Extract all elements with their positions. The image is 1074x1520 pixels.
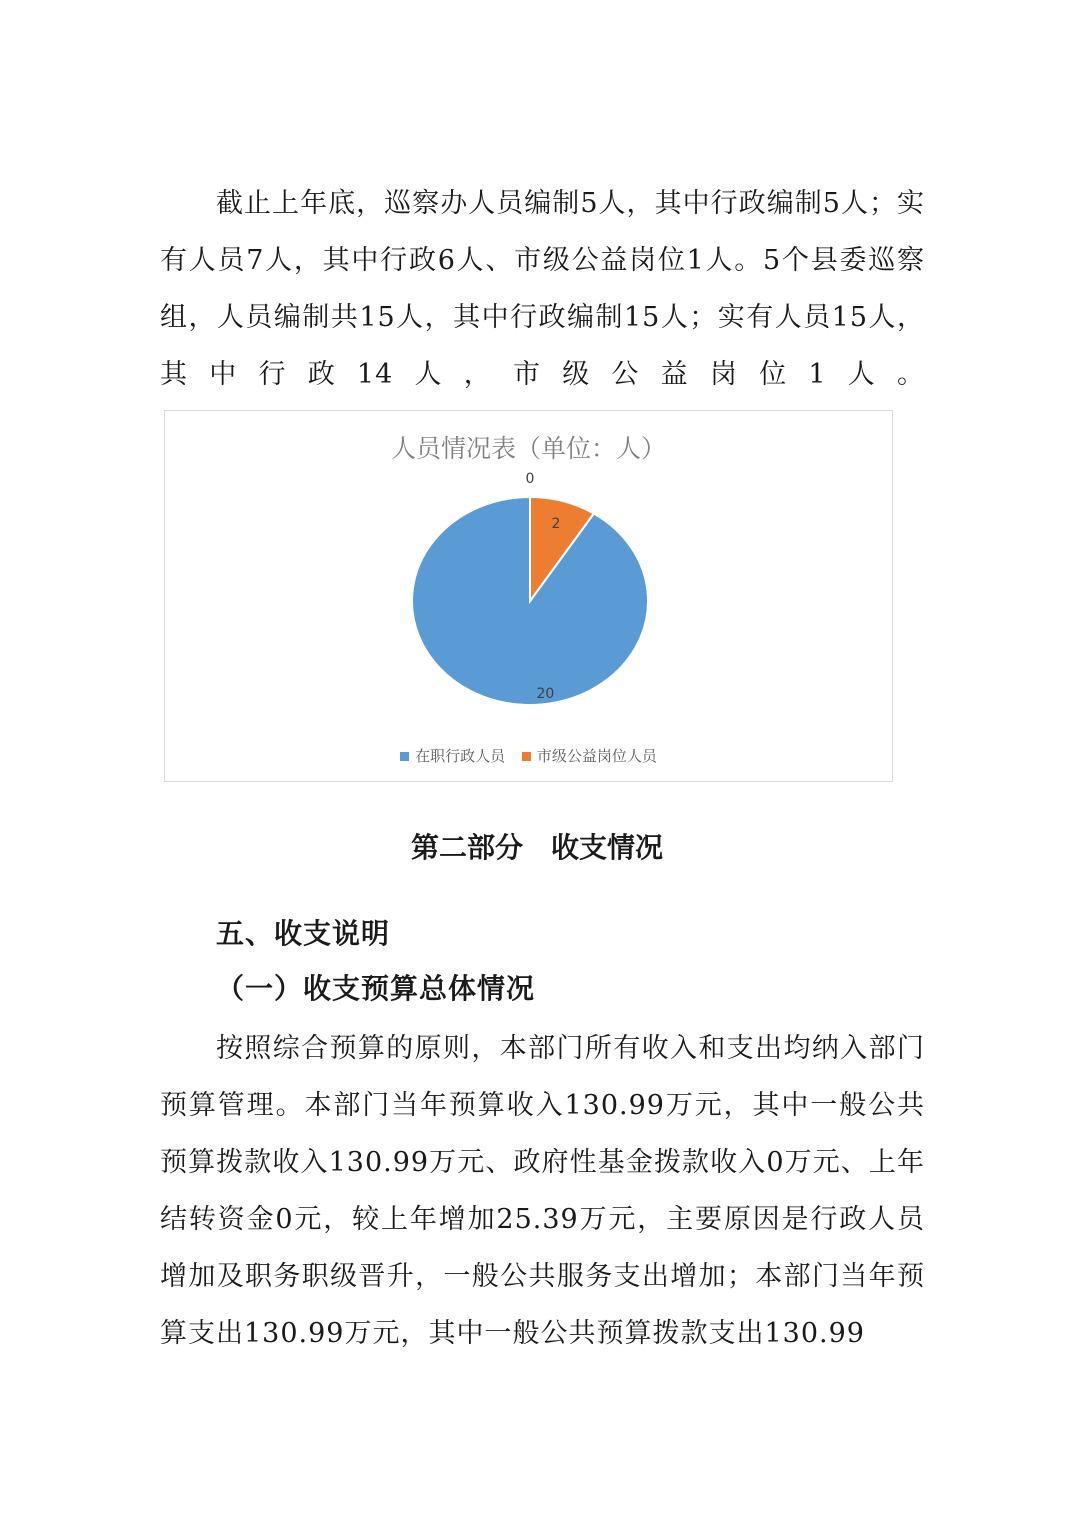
legend-label-welfare: 市级公益岗位人员: [536, 747, 657, 765]
subsection-heading: （一）收支预算总体情况: [216, 972, 536, 1005]
legend-swatch-welfare: [522, 752, 531, 761]
legend-item-welfare: [522, 745, 657, 766]
chart-legend: [165, 745, 892, 766]
legend-swatch-admin: [400, 752, 409, 761]
legend-item-admin: [400, 745, 505, 766]
section-heading: 五、收支说明: [216, 917, 391, 950]
chart-title: 人员情况表（单位：人）: [390, 434, 666, 463]
data-label-admin: 20: [536, 685, 555, 702]
staffing-paragraph: 截止上年底，巡察办人员编制5人，其中行政编制5人；实有人员7人，其中行政6人、市级公益岗位1人。5个县委巡察组，人员编制共15人，其中行政编制15人；实有人员15人，其中行政14人，市级公益岗位1人。: [160, 188, 925, 390]
pie-svg: [165, 411, 894, 783]
budget-paragraph: 按照综合预算的原则，本部门所有收入和支出均纳入部门预算管理。本部门当年预算收入130.99万元，其中一般公共预算拨款收入130.99万元、政府性基金拨款收入0万元、上年结转资金0元，较上年增加25.39万元，主要原因是行政人员增加及职务职级晋升，一般公共服务支出增加；本部门当年预算支出130.99万元，其中一般公共预算拨款支出130.99: [160, 1033, 925, 1349]
staffing-pie-chart: [164, 410, 893, 782]
legend-label-admin: 在职行政人员: [415, 747, 506, 765]
data-label-welfare: 2: [551, 516, 561, 533]
part-title: 第二部分 收支情况: [410, 831, 663, 864]
data-label-zero: 0: [525, 471, 535, 487]
